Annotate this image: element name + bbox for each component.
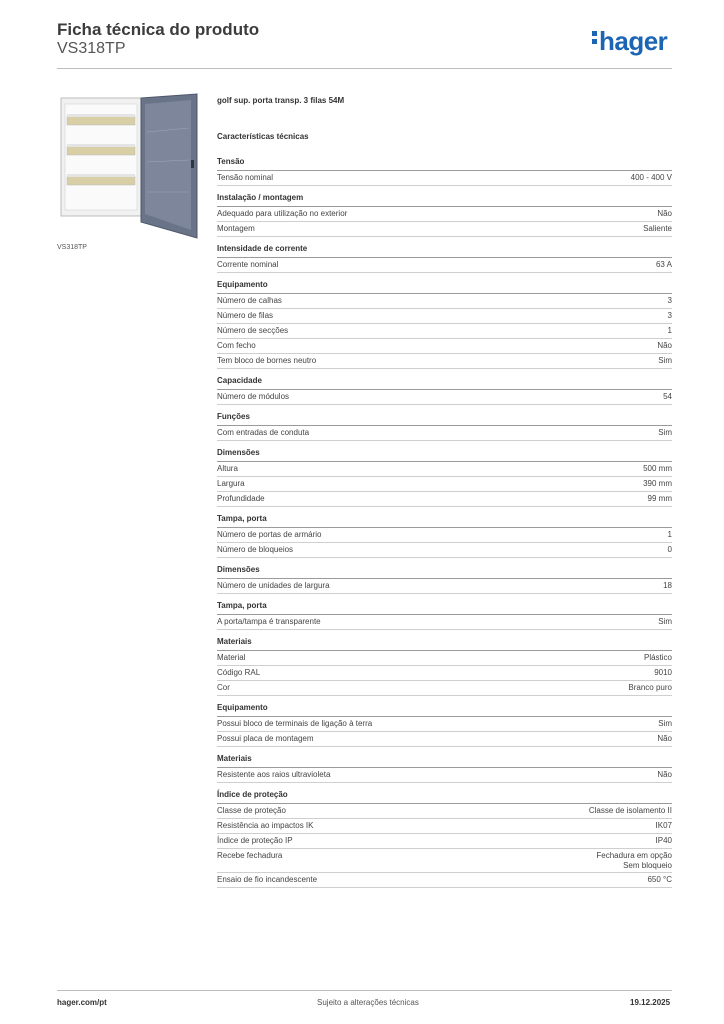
spec-group [217,754,672,783]
spec-value: 500 mm [643,463,672,473]
spec-value: 1 [667,529,672,539]
spec-content [217,96,672,888]
spec-value: Não [657,769,672,779]
spec-group-title: Equipamento [217,703,672,717]
spec-group-title: Tampa, porta [217,601,672,615]
spec-value: IP40 [655,835,672,845]
spec-label: Código RAL [217,667,261,677]
spec-row [217,309,672,324]
header-divider [57,68,672,69]
spec-value: 3 [667,310,672,320]
spec-row [217,477,672,492]
spec-value: Não [657,340,672,350]
spec-label: Profundidade [217,493,265,503]
spec-row [217,492,672,507]
spec-group-title: Materiais [217,637,672,651]
spec-row [217,294,672,309]
footer-site: hager.com/pt [57,998,107,1007]
spec-row [217,717,672,732]
product-code: VS318TP [57,40,126,57]
spec-value: Sim [658,718,672,728]
spec-value: Sim [658,355,672,365]
spec-group-title: Materiais [217,754,672,768]
spec-row [217,543,672,558]
spec-row [217,768,672,783]
spec-value: Sim [658,616,672,626]
spec-groups [217,157,672,888]
spec-row [217,834,672,849]
product-name: golf sup. porta transp. 3 filas 54M [217,96,345,105]
spec-group-title: Tensão [217,157,672,171]
spec-row [217,651,672,666]
spec-group-title: Funções [217,412,672,426]
spec-group-title: Índice de proteção [217,790,672,804]
spec-label: Número de filas [217,310,274,320]
spec-label: Cor [217,682,230,692]
spec-group [217,412,672,441]
spec-label: Possui bloco de terminais de ligação à terra [217,718,373,728]
spec-row [217,528,672,543]
spec-row [217,258,672,273]
spec-group-title: Intensidade de corrente [217,244,672,258]
spec-group [217,601,672,630]
spec-row [217,666,672,681]
spec-value: 9010 [654,667,672,677]
spec-label: Resistente aos raios ultravioleta [217,769,331,779]
spec-group-title: Tampa, porta [217,514,672,528]
spec-label: Número de módulos [217,391,290,401]
spec-value: Plástico [643,652,672,662]
footer-divider [57,990,672,991]
spec-value: Branco puro [628,682,672,692]
spec-value: 0 [667,544,672,554]
footer-note: Sujeito a alterações técnicas [317,998,419,1007]
spec-value: Fechadura em opção Sem bloqueio [596,850,672,870]
spec-label: Tensão nominal [217,172,274,182]
spec-label: Ensaio de fio incandescente [217,874,318,884]
spec-value: 54 [663,391,672,401]
spec-value: Classe de isolamento II [588,805,672,815]
spec-label: Altura [217,463,238,473]
spec-row [217,222,672,237]
spec-group-title: Equipamento [217,280,672,294]
image-caption: VS318TP [57,244,87,251]
section-heading: Características técnicas [217,132,309,141]
spec-label: Tem bloco de bornes neutro [217,355,317,365]
spec-label: Material [217,652,246,662]
spec-value: 400 - 400 V [630,172,672,182]
spec-value: 3 [667,295,672,305]
spec-group [217,448,672,507]
spec-value: 650 °C [647,874,672,884]
spec-group [217,703,672,747]
spec-label: Número de secções [217,325,289,335]
spec-row [217,390,672,405]
spec-label: Número de calhas [217,295,282,305]
spec-label: Possui placa de montagem [217,733,314,743]
spec-row [217,354,672,369]
spec-label: Com fecho [217,340,256,350]
spec-value: 390 mm [643,478,672,488]
spec-group [217,376,672,405]
spec-row [217,207,672,222]
spec-label: Número de portas de armário [217,529,322,539]
spec-row [217,324,672,339]
spec-group [217,565,672,594]
spec-group-title: Dimensões [217,565,672,579]
spec-group-title: Dimensões [217,448,672,462]
spec-value: Não [657,733,672,743]
spec-value: Sim [658,427,672,437]
spec-label: Número de bloqueios [217,544,294,554]
spec-row [217,681,672,696]
hager-logo: hager [592,26,667,56]
spec-value: Não [657,208,672,218]
spec-label: Montagem [217,223,255,233]
spec-row [217,171,672,186]
spec-group [217,790,672,888]
spec-row [217,732,672,747]
spec-value: Saliente [643,223,672,233]
spec-label: Índice de proteção IP [217,835,293,845]
spec-group [217,280,672,369]
spec-group [217,637,672,696]
spec-label: Resistência ao impactos IK [217,820,314,830]
spec-label: A porta/tampa é transparente [217,616,321,626]
spec-row [217,849,672,873]
spec-row [217,819,672,834]
spec-value: 63 A [655,259,672,269]
spec-label: Largura [217,478,245,488]
spec-group [217,193,672,237]
spec-group [217,514,672,558]
spec-row [217,615,672,630]
spec-row [217,579,672,594]
spec-label: Classe de proteção [217,805,286,815]
footer-date: 19.12.2025 [630,998,671,1007]
spec-row [217,804,672,819]
spec-group [217,244,672,273]
spec-value: 99 mm [647,493,672,503]
spec-row [217,873,672,888]
spec-row [217,339,672,354]
product-image [57,92,205,240]
spec-row [217,426,672,441]
spec-label: Corrente nominal [217,259,279,269]
page-title: Ficha técnica do produto [57,20,260,39]
spec-row [217,462,672,477]
spec-label: Recebe fechadura [217,850,283,860]
spec-value: 1 [667,325,672,335]
spec-value: 18 [663,580,672,590]
spec-value: IK07 [655,820,672,830]
spec-label: Com entradas de conduta [217,427,310,437]
spec-group-title: Capacidade [217,376,672,390]
spec-label: Número de unidades de largura [217,580,330,590]
spec-group-title: Instalação / montagem [217,193,672,207]
spec-group [217,157,672,186]
spec-label: Adequado para utilização no exterior [217,208,348,218]
